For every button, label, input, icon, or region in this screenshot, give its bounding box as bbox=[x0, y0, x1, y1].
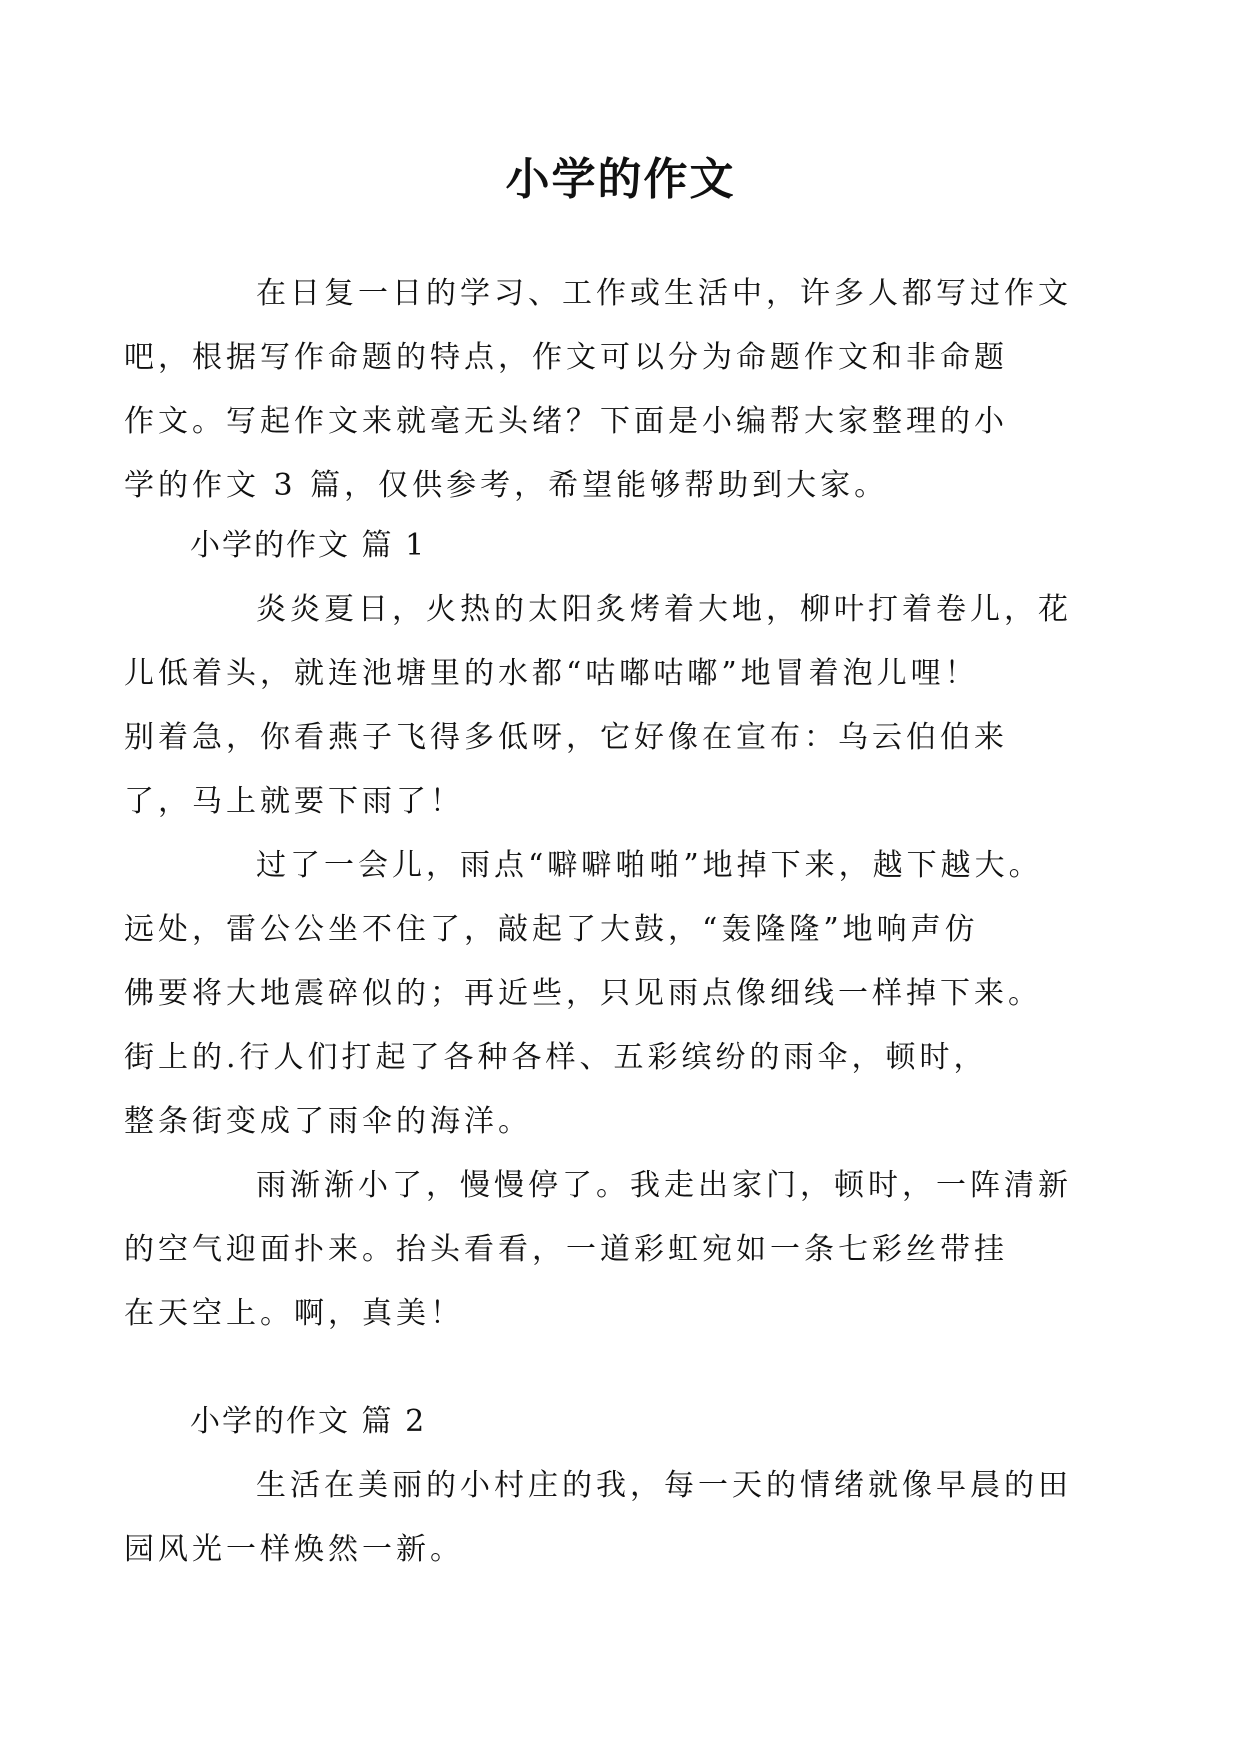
intro-paragraph bbox=[124, 262, 1072, 518]
text-line: 学的作文 3 篇，仅供参考，希望能够帮助到大家。 bbox=[124, 468, 889, 503]
text-line: 远处，雷公公坐不住了，敲起了大鼓，“轰隆隆”地响声仿 bbox=[124, 912, 979, 947]
section-paragraph bbox=[124, 1154, 1072, 1346]
text-line: 吧，根据写作命题的特点，作文可以分为命题作文和非命题 bbox=[124, 340, 1008, 375]
text-line: 雨渐渐小了，慢慢停了。我走出家门，顿时，一阵清新 bbox=[256, 1168, 1072, 1203]
text-line: 别着急，你看燕子飞得多低呀，它好像在宣布：乌云伯伯来 bbox=[124, 720, 1008, 755]
intro-block bbox=[124, 262, 1072, 518]
text-line: 佛要将大地震碎似的；再近些，只见雨点像细线一样掉下来。 bbox=[124, 976, 1042, 1011]
text-line: 在天空上。啊，真美！ bbox=[124, 1296, 464, 1331]
section-heading: 小学的作文 篇 1 bbox=[190, 528, 427, 563]
section-1 bbox=[124, 514, 1072, 1346]
section-heading: 小学的作文 篇 2 bbox=[190, 1404, 427, 1439]
text-line: 街上的.行人们打起了各种各样、五彩缤纷的雨伞，顿时， bbox=[124, 1040, 988, 1075]
text-line: 在日复一日的学习、工作或生活中，许多人都写过作文 bbox=[256, 276, 1072, 311]
text-line: 了，马上就要下雨了！ bbox=[124, 784, 464, 819]
text-line: 生活在美丽的小村庄的我，每一天的情绪就像早晨的田 bbox=[256, 1468, 1072, 1503]
text-line: 作文。写起作文来就毫无头绪？下面是小编帮大家整理的小 bbox=[124, 404, 1008, 439]
section-paragraph bbox=[124, 834, 1070, 1154]
document-title: 小学的作文 bbox=[505, 154, 736, 205]
text-line: 炎炎夏日，火热的太阳炙烤着大地，柳叶打着卷儿，花 bbox=[256, 592, 1072, 627]
text-line: 儿低着头，就连池塘里的水都“咕嘟咕嘟”地冒着泡儿哩！ bbox=[124, 656, 979, 691]
text-line: 园风光一样焕然一新。 bbox=[124, 1532, 464, 1567]
section-paragraph bbox=[124, 1454, 1072, 1582]
text-line: 整条街变成了雨伞的海洋。 bbox=[124, 1104, 532, 1139]
section-paragraph bbox=[124, 578, 1072, 834]
section-2 bbox=[124, 1390, 1072, 1582]
text-line: 的空气迎面扑来。抬头看看，一道彩虹宛如一条七彩丝带挂 bbox=[124, 1232, 1008, 1267]
text-line: 过了一会儿，雨点“噼噼啪啪”地掉下来，越下越大。 bbox=[256, 848, 1043, 883]
